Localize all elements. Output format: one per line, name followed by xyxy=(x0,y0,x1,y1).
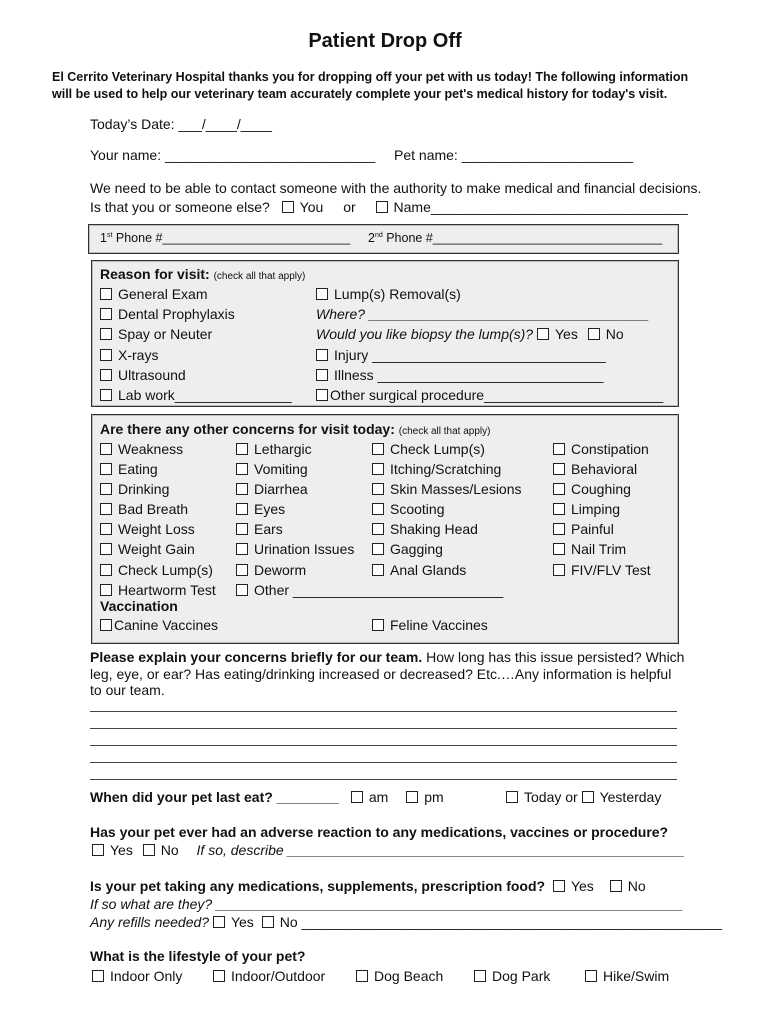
adverse-answer-row xyxy=(92,842,685,858)
concern-label: Eating xyxy=(118,461,158,478)
first-phone-suffix: st xyxy=(106,231,113,239)
concern-label: Anal Glands xyxy=(390,561,467,578)
refills-yes-checkbox[interactable] xyxy=(213,916,225,928)
lifestyle-option[interactable] xyxy=(474,968,550,984)
pm-checkbox[interactable] xyxy=(406,791,418,803)
pm-label: pm xyxy=(424,789,444,805)
lifestyle-option[interactable] xyxy=(213,968,325,984)
canine-vaccines-label: Canine Vaccines xyxy=(114,617,219,633)
lifestyle-checkbox[interactable] xyxy=(92,970,104,982)
concern-checkbox[interactable] xyxy=(236,543,248,555)
concerns-col-3 xyxy=(372,439,522,580)
concern-label: FIV/FLV Test xyxy=(571,561,651,578)
lifestyle-label: Indoor/Outdoor xyxy=(231,968,326,984)
feline-vaccines-checkbox[interactable] xyxy=(372,619,384,631)
illness-label: Illness _____________________________ xyxy=(334,366,604,383)
authority-you-checkbox[interactable] xyxy=(282,201,294,213)
concern-checkbox[interactable] xyxy=(100,443,112,455)
yesterday-label: Yesterday xyxy=(599,789,662,805)
concerns-heading xyxy=(100,421,490,437)
first-phone-field[interactable] xyxy=(100,231,350,245)
adverse-question: Has your pet ever had an adverse reaction to any medications, vaccines or procedure? xyxy=(90,824,669,840)
concern-option[interactable] xyxy=(372,499,522,519)
authority-question: Is that you or someone else? xyxy=(90,199,270,215)
biopsy-yes-checkbox[interactable] xyxy=(537,328,549,340)
concern-option[interactable] xyxy=(100,459,216,479)
authority-text: We need to be able to contact someone with the authority to make medical and financial decisions. xyxy=(90,180,702,196)
lifestyle-option[interactable] xyxy=(92,968,182,984)
answer-line[interactable] xyxy=(90,728,677,729)
lump-removal-label: Lump(s) Removal(s) xyxy=(334,286,461,302)
concern-checkbox[interactable] xyxy=(372,523,384,535)
am-label: am xyxy=(368,789,389,805)
concern-option[interactable] xyxy=(100,580,216,600)
explain-line-3: to our team. xyxy=(90,682,165,698)
medications-no-checkbox[interactable] xyxy=(610,880,622,892)
concern-label: Skin Masses/Lesions xyxy=(390,481,522,498)
refills-no-checkbox[interactable] xyxy=(262,916,274,928)
concern-checkbox[interactable] xyxy=(100,543,112,555)
concern-label: Check Lump(s) xyxy=(118,561,213,578)
concern-option[interactable] xyxy=(372,459,522,479)
last-ate-question[interactable]: When did your pet last eat? ________ xyxy=(90,789,339,805)
explain-line-2: leg, eye, or ear? Has eating/drinking increased or decreased? Etc.…Any information is helpful xyxy=(90,665,672,682)
concern-label: Coughing xyxy=(571,481,631,498)
refills-no-field[interactable]: No ______________________________________________________ xyxy=(279,914,722,930)
concern-checkbox[interactable] xyxy=(553,463,565,475)
reason-checkbox[interactable] xyxy=(100,369,112,381)
page-title: Patient Drop Off xyxy=(308,30,462,52)
concern-option[interactable] xyxy=(100,519,216,539)
concern-label: Lethargic xyxy=(254,441,312,457)
explain-rest: How long has this issue persisted? Which xyxy=(422,649,685,665)
concern-checkbox[interactable] xyxy=(553,483,565,495)
reason-option-label: General Exam xyxy=(118,286,208,302)
biopsy-row xyxy=(316,324,663,344)
lump-where-field[interactable]: Where? ____________________________________ xyxy=(316,306,650,323)
concern-checkbox[interactable] xyxy=(553,543,565,555)
concern-checkbox[interactable] xyxy=(372,463,384,475)
refills-question: Any refills needed? xyxy=(90,914,210,930)
concern-checkbox[interactable] xyxy=(236,564,248,576)
answer-line[interactable] xyxy=(90,762,677,763)
lifestyle-label: Hike/Swim xyxy=(603,968,670,984)
pet-name-field[interactable]: Pet name: ______________________ xyxy=(394,147,633,163)
concern-option[interactable] xyxy=(553,499,651,519)
concern-option[interactable] xyxy=(100,560,216,580)
intro-line-2: will be used to help our veterinary team accurately complete your pet's medical history for today's visit. xyxy=(52,87,668,101)
answer-line[interactable] xyxy=(90,745,677,746)
lump-removal-checkbox[interactable] xyxy=(316,288,328,300)
lifestyle-option[interactable] xyxy=(585,968,669,984)
concern-label: Other ___________________________ xyxy=(254,581,504,598)
medications-no-label: No xyxy=(627,878,646,894)
reason-checkbox[interactable] xyxy=(100,308,112,320)
today-yesterday-row xyxy=(506,789,661,805)
concern-label: Shaking Head xyxy=(390,521,478,538)
biopsy-yes-label: Yes xyxy=(555,326,578,343)
lifestyle-checkbox[interactable] xyxy=(213,970,225,982)
lifestyle-label: Dog Beach xyxy=(374,968,444,984)
lifestyle-checkbox[interactable] xyxy=(356,970,368,982)
concern-checkbox[interactable] xyxy=(553,503,565,515)
concern-label: Limping xyxy=(571,501,621,518)
concern-label: Urination Issues xyxy=(254,541,355,558)
explain-bold: Please explain your concerns briefly for our team. xyxy=(90,649,423,665)
concern-label: Weight Loss xyxy=(118,521,195,538)
concern-label: Weight Gain xyxy=(118,541,195,558)
reason-option-label: Ultrasound xyxy=(118,366,186,383)
concern-label: Bad Breath xyxy=(118,501,189,518)
concern-checkbox[interactable] xyxy=(236,463,248,475)
lifestyle-checkbox[interactable] xyxy=(585,970,597,982)
concern-option[interactable] xyxy=(100,499,216,519)
concern-label: Gagging xyxy=(390,541,443,558)
refills-row xyxy=(90,914,722,930)
reason-note: (check all that apply) xyxy=(213,271,306,282)
concern-checkbox[interactable] xyxy=(236,584,248,596)
illness-option[interactable] xyxy=(316,365,663,385)
reason-heading-text: Reason for visit: xyxy=(100,266,210,282)
concern-checkbox[interactable] xyxy=(236,443,248,455)
lifestyle-question: What is the lifestyle of your pet? xyxy=(90,948,306,964)
adverse-no-checkbox[interactable] xyxy=(143,844,155,856)
adverse-yes-label: Yes xyxy=(110,842,133,858)
medications-yes-label: Yes xyxy=(570,878,594,894)
concern-label: Deworm xyxy=(254,561,307,578)
other-surgical-option[interactable] xyxy=(316,385,663,405)
concerns-col-1 xyxy=(100,439,216,600)
authority-or-label: or xyxy=(343,199,356,215)
concern-option[interactable] xyxy=(100,479,216,499)
reason-option-label: Lab work_______________ xyxy=(118,387,292,404)
adverse-no-label: No xyxy=(160,842,179,858)
concern-checkbox[interactable] xyxy=(100,483,112,495)
reason-checkbox[interactable] xyxy=(100,349,112,361)
concern-checkbox[interactable] xyxy=(372,503,384,515)
lifestyle-label: Dog Park xyxy=(492,968,551,984)
injury-label: Injury ______________________________ xyxy=(334,346,606,363)
intro-line-1: El Cerrito Veterinary Hospital thanks you for dropping off your pet with us today! The following information xyxy=(52,70,689,84)
concern-checkbox[interactable] xyxy=(100,564,112,576)
first-phone-label: Phone #___________________________ xyxy=(112,231,351,245)
biopsy-no-label: No xyxy=(605,326,624,343)
concern-option[interactable] xyxy=(372,519,522,539)
concern-checkbox[interactable] xyxy=(553,564,565,576)
answer-line[interactable] xyxy=(90,711,677,712)
concern-option[interactable] xyxy=(100,539,216,559)
reason-option-label: Spay or Neuter xyxy=(118,326,213,343)
other-surgical-checkbox[interactable] xyxy=(316,389,328,401)
reason-option-label: X-rays xyxy=(118,346,159,363)
concern-checkbox[interactable] xyxy=(100,503,112,515)
concern-label: Heartworm Test xyxy=(118,581,216,598)
concerns-heading-text: Are there any other concerns for visit today: xyxy=(100,421,395,437)
other-surgical-label: Other surgical procedure_______________________ xyxy=(330,387,664,404)
first-phone-ordinal: 1 xyxy=(100,231,107,245)
concern-checkbox[interactable] xyxy=(553,523,565,535)
am-checkbox[interactable] xyxy=(351,791,363,803)
concern-option[interactable] xyxy=(553,439,651,459)
concern-option[interactable] xyxy=(553,519,651,539)
date-field[interactable]: Today’s Date: ___/____/____ xyxy=(90,116,272,132)
second-phone-suffix: nd xyxy=(374,231,383,239)
feline-vaccines-label: Feline Vaccines xyxy=(390,617,488,633)
concern-checkbox[interactable] xyxy=(236,523,248,535)
concern-label: Behavioral xyxy=(571,461,638,478)
today-checkbox[interactable] xyxy=(506,791,518,803)
medications-question: Is your pet taking any medications, supplements, prescription food? xyxy=(90,878,546,894)
concern-checkbox[interactable] xyxy=(100,463,112,475)
reason-option[interactable] xyxy=(100,345,292,365)
canine-vaccines-option[interactable] xyxy=(100,617,218,633)
reason-option[interactable] xyxy=(100,284,292,304)
concerns-col-4 xyxy=(553,439,651,580)
lifestyle-option[interactable] xyxy=(356,968,443,984)
reason-option[interactable] xyxy=(100,385,292,405)
second-phone-field[interactable] xyxy=(368,231,662,245)
concern-checkbox[interactable] xyxy=(372,564,384,576)
concern-label: Ears xyxy=(254,521,283,538)
answer-line[interactable] xyxy=(90,779,677,780)
medications-row xyxy=(90,878,646,894)
concern-option[interactable] xyxy=(372,560,522,580)
biopsy-question: Would you like biopsy the lump(s)? xyxy=(316,326,534,343)
today-or-label: Today or xyxy=(524,789,578,805)
concern-checkbox[interactable] xyxy=(372,543,384,555)
authority-name-checkbox[interactable] xyxy=(376,201,388,213)
lifestyle-checkbox[interactable] xyxy=(474,970,486,982)
canine-vaccines-checkbox[interactable] xyxy=(100,619,112,631)
refills-yes-label: Yes xyxy=(230,914,254,930)
concern-option[interactable] xyxy=(553,479,651,499)
reason-option[interactable] xyxy=(100,304,292,324)
authority-you-label: You xyxy=(299,199,324,215)
second-phone-label: Phone #_________________________________ xyxy=(382,231,663,245)
biopsy-no-checkbox[interactable] xyxy=(588,328,600,340)
concern-label: Drinking xyxy=(118,481,170,498)
concern-option[interactable] xyxy=(553,459,651,479)
reason-checkbox[interactable] xyxy=(100,389,112,401)
concern-label: Constipation xyxy=(571,441,649,457)
concern-label: Nail Trim xyxy=(571,541,627,558)
explain-concerns-text xyxy=(90,649,684,699)
last-ate-row xyxy=(90,789,444,805)
reason-left-list xyxy=(100,284,292,405)
second-phone-ordinal: 2 xyxy=(368,231,375,245)
concern-checkbox[interactable] xyxy=(236,483,248,495)
concern-label: Diarrhea xyxy=(254,481,308,498)
medications-what-field[interactable]: If so what are they? ____________________________________________________________ xyxy=(90,896,684,912)
concern-checkbox[interactable] xyxy=(236,503,248,515)
vaccination-heading: Vaccination xyxy=(100,598,178,614)
reason-right-list xyxy=(316,284,663,405)
concern-checkbox[interactable] xyxy=(372,483,384,495)
authority-name-field[interactable]: Name_________________________________ xyxy=(393,199,688,215)
reason-option[interactable] xyxy=(100,365,292,385)
concern-option[interactable] xyxy=(553,539,651,559)
concern-option[interactable] xyxy=(372,479,522,499)
concern-checkbox[interactable] xyxy=(100,584,112,596)
owner-name-field[interactable]: Your name: ___________________________ xyxy=(90,147,376,163)
authority-row xyxy=(90,199,688,215)
concern-label: Vomiting xyxy=(254,461,308,478)
reason-heading xyxy=(100,266,305,282)
concern-option[interactable] xyxy=(372,539,522,559)
concern-checkbox[interactable] xyxy=(553,443,565,455)
concern-label: Weakness xyxy=(118,441,184,457)
concern-option[interactable] xyxy=(372,439,522,459)
injury-option[interactable] xyxy=(316,345,663,365)
concern-label: Painful xyxy=(571,521,614,538)
feline-vaccines-option[interactable] xyxy=(372,617,488,633)
concern-option[interactable] xyxy=(553,560,651,580)
lump-removal-option[interactable] xyxy=(316,284,663,304)
concern-checkbox[interactable] xyxy=(100,523,112,535)
reason-checkbox[interactable] xyxy=(100,328,112,340)
concern-label: Eyes xyxy=(254,501,286,518)
concern-checkbox[interactable] xyxy=(372,443,384,455)
yesterday-checkbox[interactable] xyxy=(582,791,594,803)
adverse-describe-field[interactable]: If so, describe ___________________________________________________ xyxy=(196,842,685,858)
concern-label: Scooting xyxy=(390,501,445,518)
injury-checkbox[interactable] xyxy=(316,349,328,361)
reason-option-label: Dental Prophylaxis xyxy=(118,306,235,323)
concern-label: Check Lump(s) xyxy=(390,441,485,457)
lifestyle-label: Indoor Only xyxy=(110,968,183,984)
reason-checkbox[interactable] xyxy=(100,288,112,300)
concern-label: Itching/Scratching xyxy=(390,461,502,478)
concern-option[interactable] xyxy=(100,439,216,459)
adverse-yes-checkbox[interactable] xyxy=(92,844,104,856)
reason-option[interactable] xyxy=(100,324,292,344)
concerns-note: (check all that apply) xyxy=(398,426,491,437)
illness-checkbox[interactable] xyxy=(316,369,328,381)
intro-text xyxy=(52,69,688,103)
medications-yes-checkbox[interactable] xyxy=(553,880,565,892)
concern-option[interactable] xyxy=(236,580,503,600)
